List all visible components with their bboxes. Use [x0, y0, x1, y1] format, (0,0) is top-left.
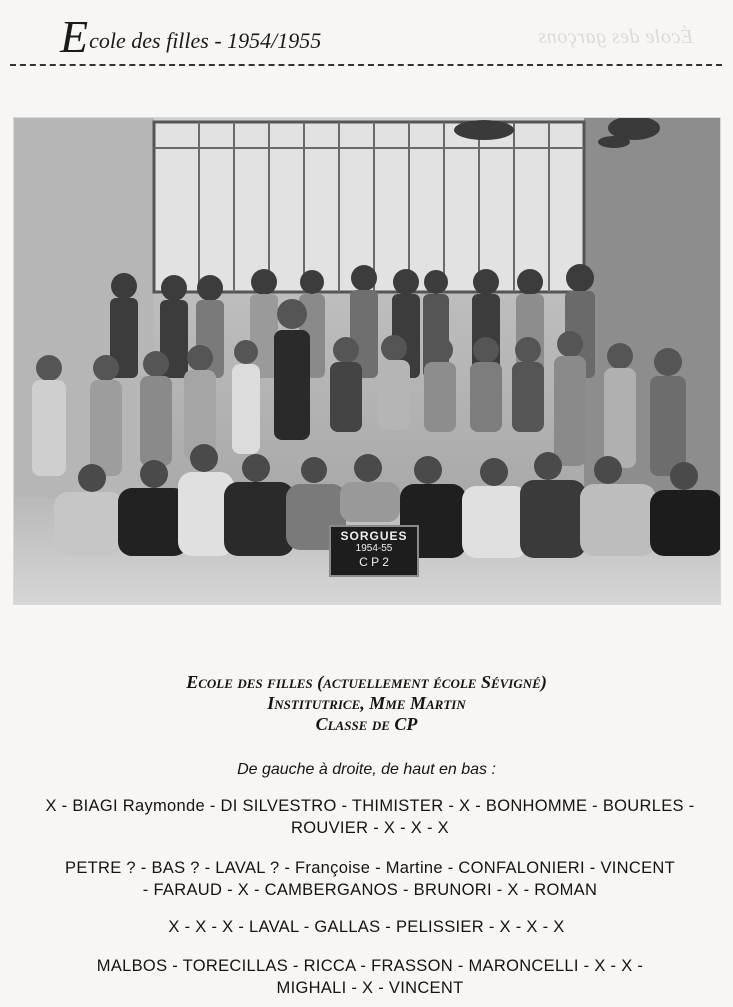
title-text: cole des filles - 1954/1955 — [89, 28, 322, 53]
caption-teacher: Institutrice, Mme Martin — [267, 693, 466, 713]
class-photo — [14, 118, 720, 604]
caption-school: Ecole des filles (actuellement école Sévigné) — [186, 672, 547, 692]
dashed-divider — [10, 64, 722, 66]
names-row-3: X - X - X - LAVAL - GALLAS - PELISSIER - X - X - X — [168, 918, 565, 936]
bleed-through-text: École des garçons — [537, 26, 693, 48]
caption-class: Classe de CP — [315, 714, 418, 734]
slate-line-2: 1954-55 — [355, 543, 393, 554]
names-row-1: X - BIAGI Raymonde - DI SILVESTRO - THIMISTER - X - BONHOMME - BOURLES - ROUVIER - X - X - X — [45, 797, 695, 837]
page-title — [60, 10, 321, 63]
slate-line-1: SORGUES — [340, 529, 408, 543]
names-row-2: PETRE ? - BAS ? - LAVAL ? - Françoise - Martine - CONFALONIERI - VINCENT - FARAUD - X - CAMBERGANOS - BRUNORI - X - ROMAN — [65, 859, 675, 899]
caption-intro: De gauche à droite, de haut en bas : — [237, 761, 496, 778]
names-row-4: MALBOS - TORECILLAS - RICCA - FRASSON - MARONCELLI - X - X - MIGHALI - X - VINCENT — [96, 957, 644, 997]
slate — [330, 526, 418, 576]
title-initial: E — [60, 11, 89, 62]
caption-heading — [0, 672, 733, 735]
slate-line-3: C P 2 — [359, 555, 389, 569]
